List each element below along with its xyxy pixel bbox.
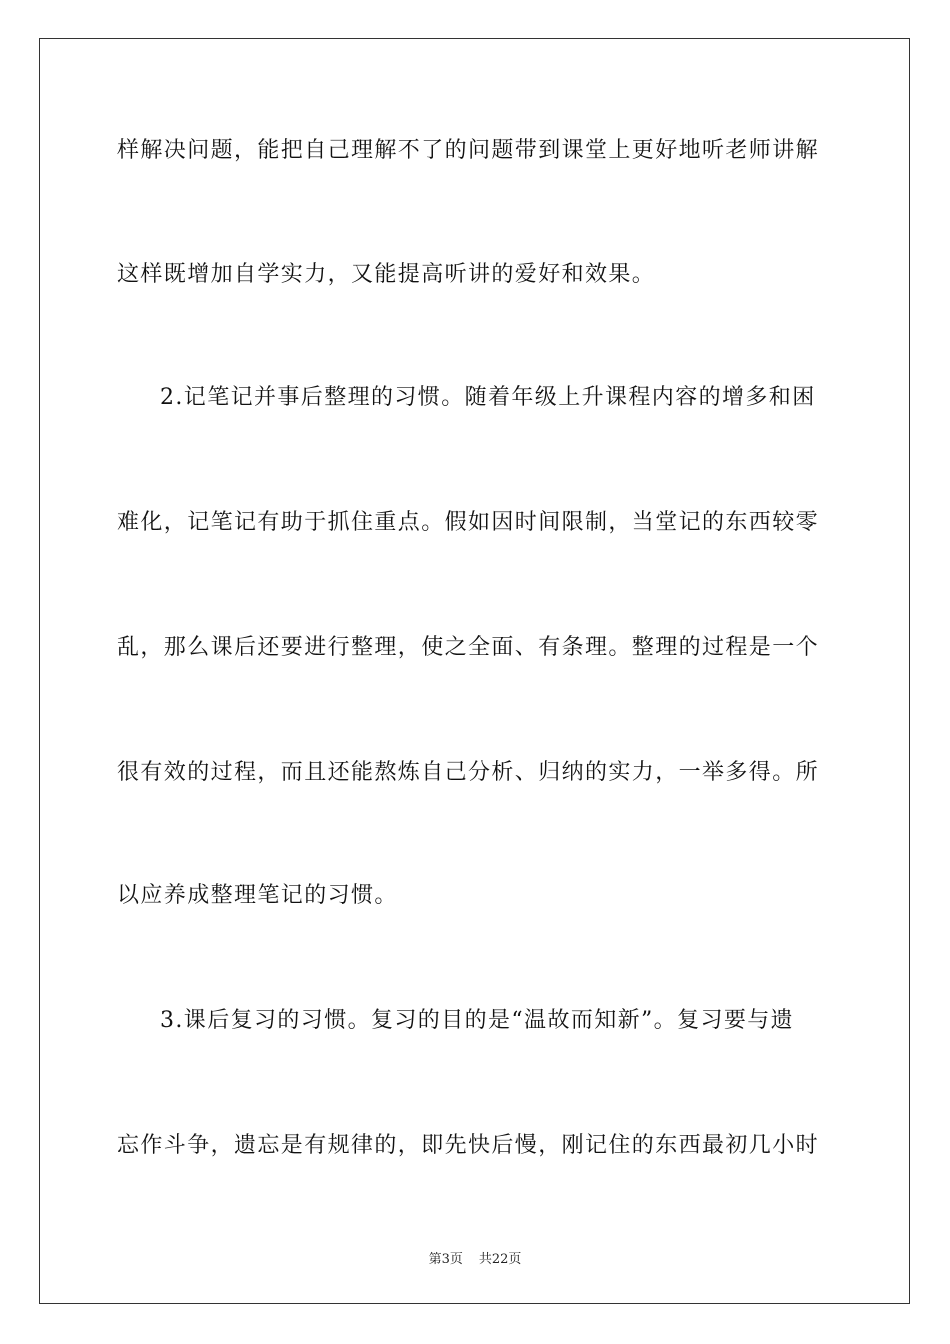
page-border: [39, 38, 910, 1304]
body-text-line: 这样既增加自学实力，又能提高听讲的爱好和效果。: [117, 262, 656, 287]
paragraph-start-line: 2.记笔记并事后整理的习惯。随着年级上升课程内容的增多和困: [160, 385, 816, 410]
body-text-line: 难化，记笔记有助于抓住重点。假如因时间限制，当堂记的东西较零: [117, 510, 820, 535]
body-text-line: 忘作斗争，遗忘是有规律的，即先快后慢，刚记住的东西最初几小时: [117, 1133, 820, 1158]
paragraph-start-line: 3.课后复习的习惯。复习的目的是“温故而知新”。复习要与遗: [160, 1008, 795, 1033]
page-number: 第3页: [428, 1252, 463, 1267]
page-footer: [0, 1248, 950, 1267]
total-pages: 共22页: [478, 1252, 522, 1267]
body-text-line: 乱，那么课后还要进行整理，使之全面、有条理。整理的过程是一个: [117, 635, 820, 660]
body-text-line: 很有效的过程，而且还能熬炼自己分析、归纳的实力，一举多得。所: [117, 760, 820, 785]
body-text-line: 以应养成整理笔记的习惯。: [117, 883, 398, 908]
body-text-line: 样解决问题，能把自己理解不了的问题带到课堂上更好地听老师讲解: [117, 138, 820, 163]
